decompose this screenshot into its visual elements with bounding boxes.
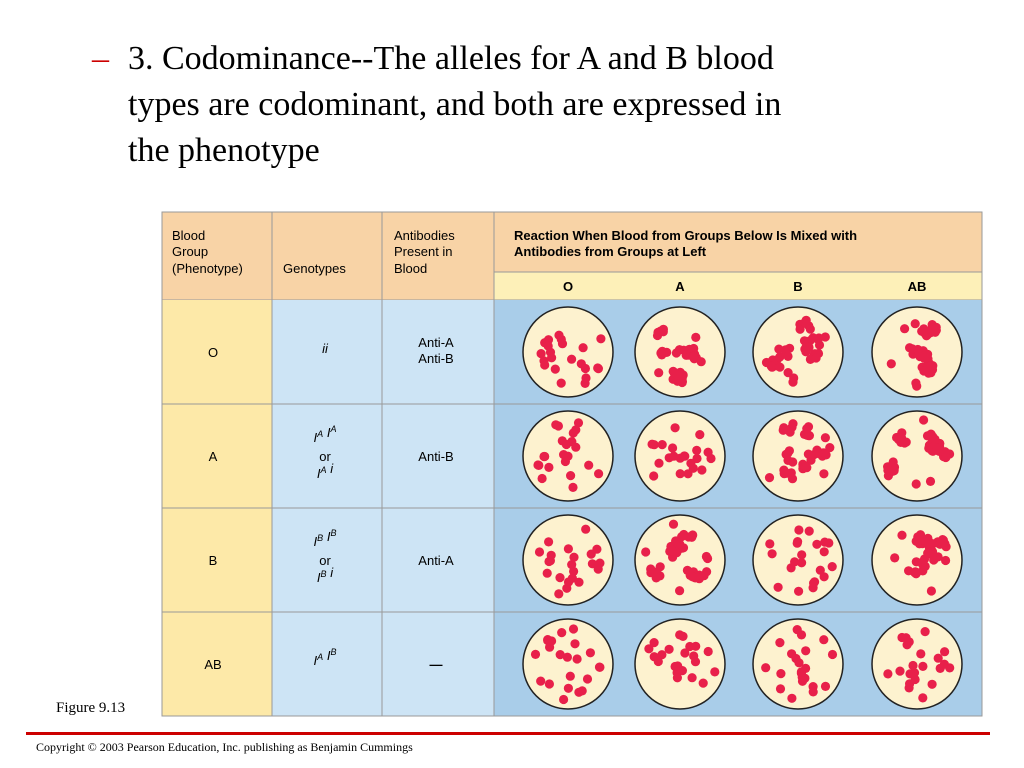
genotype-cell: $I^A$ $I^B$	[313, 647, 337, 668]
red-blood-cell	[692, 454, 701, 463]
red-blood-cell	[813, 449, 822, 458]
red-blood-cell	[776, 684, 785, 693]
red-blood-cell	[706, 454, 715, 463]
red-blood-cell	[544, 341, 553, 350]
red-blood-cell	[562, 584, 571, 593]
red-blood-cell	[573, 654, 582, 663]
agglutinated-cell	[912, 568, 921, 577]
red-blood-cell	[911, 319, 920, 328]
agglutinated-cell	[897, 433, 906, 442]
red-blood-cell	[544, 463, 553, 472]
red-blood-cell	[540, 360, 549, 369]
red-blood-cell	[547, 551, 556, 560]
red-blood-cell	[669, 520, 678, 529]
copyright-text: Copyright © 2003 Pearson Education, Inc. publishing as Benjamin Cummings	[36, 740, 413, 754]
agglutinated-cell	[812, 353, 821, 362]
red-blood-cell	[559, 695, 568, 704]
agglutinated-cell	[931, 328, 940, 337]
bullet-line-1: 3. Codominance--The alleles for A and B blood	[128, 40, 774, 77]
red-blood-cell	[820, 547, 829, 556]
red-blood-cell	[557, 628, 566, 637]
red-blood-cell	[551, 365, 560, 374]
agglutinated-cell	[689, 353, 698, 362]
antibody-cell-2: Anti-B	[418, 351, 454, 366]
agglutinated-cell	[679, 530, 688, 539]
red-blood-cell	[918, 693, 927, 702]
red-blood-cell	[775, 638, 784, 647]
red-blood-cell	[567, 437, 576, 446]
red-blood-cell	[699, 679, 708, 688]
genotype-or: or	[319, 449, 331, 464]
red-blood-cell	[801, 646, 810, 655]
reaction-well	[523, 307, 613, 397]
red-blood-cell	[802, 316, 811, 325]
header-phenotype: (Phenotype)	[172, 261, 243, 276]
bullet-line-2: types are codominant, and both are expressed in	[128, 86, 782, 123]
red-blood-cell	[765, 539, 774, 548]
red-blood-cell	[570, 639, 579, 648]
red-blood-cell	[547, 636, 556, 645]
reaction-col-ab: AB	[907, 279, 927, 294]
agglutinated-cell	[929, 555, 938, 564]
agglutinated-cell	[802, 463, 811, 472]
red-blood-cell	[926, 477, 935, 486]
red-blood-cell	[586, 648, 595, 657]
red-blood-cell	[895, 667, 904, 676]
red-blood-cell	[794, 587, 803, 596]
red-blood-cell	[594, 565, 603, 574]
red-blood-cell	[809, 579, 818, 588]
red-blood-cell	[911, 379, 920, 388]
red-blood-cell	[812, 540, 821, 549]
red-blood-cell	[654, 368, 663, 377]
red-blood-cell	[942, 542, 951, 551]
red-blood-cell	[581, 364, 590, 373]
red-blood-cell	[828, 562, 837, 571]
red-blood-cell	[905, 683, 914, 692]
red-blood-cell	[536, 677, 545, 686]
agglutinated-cell	[782, 450, 791, 459]
red-blood-cell	[905, 669, 914, 678]
red-blood-cell	[587, 550, 596, 559]
red-blood-cell	[776, 669, 785, 678]
agglutinated-cell	[646, 564, 655, 573]
reaction-col-b: B	[793, 279, 803, 294]
red-blood-cell	[819, 469, 828, 478]
red-blood-cell	[928, 680, 937, 689]
agglutinated-cell	[919, 366, 928, 375]
red-blood-cell	[649, 471, 658, 480]
red-blood-cell	[557, 379, 566, 388]
agglutinated-cell	[934, 444, 943, 453]
red-blood-cell	[816, 566, 825, 575]
red-blood-cell	[564, 544, 573, 553]
header-blood-2: Blood	[394, 261, 428, 276]
red-blood-cell	[821, 682, 830, 691]
agglutinated-cell	[905, 343, 914, 352]
header-group: Group	[172, 244, 209, 259]
red-blood-cell	[555, 573, 564, 582]
agglutinated-cell	[767, 362, 776, 371]
red-blood-cell	[828, 650, 837, 659]
antibody-cell: —	[429, 657, 443, 672]
red-blood-cell	[912, 479, 921, 488]
red-blood-cell	[571, 425, 580, 434]
red-blood-cell	[689, 651, 698, 660]
bullet-dash: –	[92, 40, 109, 77]
red-blood-cell	[688, 673, 697, 682]
red-blood-cell	[680, 451, 689, 460]
red-blood-cell	[936, 664, 945, 673]
red-blood-cell	[594, 469, 603, 478]
red-blood-cell	[710, 667, 719, 676]
agglutinated-cell	[825, 443, 834, 452]
red-blood-cell	[653, 331, 662, 340]
genotype-cell-alt: $I^B$ i	[316, 565, 334, 585]
red-blood-cell	[819, 635, 828, 644]
red-blood-cell	[890, 553, 899, 562]
red-blood-cell	[574, 578, 583, 587]
red-blood-cell	[774, 583, 783, 592]
agglutinated-cell	[801, 347, 810, 356]
reaction-col-o: O	[562, 279, 574, 294]
red-blood-cell	[765, 473, 774, 482]
red-blood-cell	[539, 452, 548, 461]
agglutinated-cell	[912, 557, 921, 566]
header-blood: Blood	[172, 228, 206, 243]
red-blood-cell	[790, 557, 799, 566]
red-blood-cell	[809, 687, 818, 696]
red-blood-cell	[761, 663, 770, 672]
red-blood-cell	[584, 461, 593, 470]
red-blood-cell	[897, 531, 906, 540]
red-blood-cell	[595, 663, 604, 672]
red-blood-cell	[675, 586, 684, 595]
red-blood-cell	[578, 686, 587, 695]
red-blood-cell	[545, 679, 554, 688]
red-blood-cell	[784, 368, 793, 377]
red-blood-cell	[883, 669, 892, 678]
red-blood-cell	[797, 630, 806, 639]
agglutinated-cell	[656, 562, 665, 571]
red-blood-cell	[538, 474, 547, 483]
red-blood-cell	[583, 674, 592, 683]
red-blood-cell	[919, 415, 928, 424]
red-blood-cell	[669, 367, 678, 376]
red-blood-cell	[671, 423, 680, 432]
red-blood-cell	[788, 378, 797, 387]
antibody-cell: Anti-A	[418, 553, 454, 568]
red-blood-cell	[554, 589, 563, 598]
red-blood-cell	[692, 446, 701, 455]
footer-rule	[26, 732, 990, 735]
red-blood-cell	[566, 672, 575, 681]
red-blood-cell	[559, 450, 568, 459]
red-blood-cell	[908, 661, 917, 670]
red-blood-cell	[797, 669, 806, 678]
red-blood-cell	[531, 650, 540, 659]
red-blood-cell	[934, 654, 943, 663]
red-blood-cell	[596, 334, 605, 343]
red-blood-cell	[678, 632, 687, 641]
red-blood-cell	[568, 483, 577, 492]
red-blood-cell	[668, 443, 677, 452]
genotype-cell: $I^A$ $I^A$	[313, 424, 337, 445]
red-blood-cell	[805, 527, 814, 536]
agglutinated-cell	[915, 352, 924, 361]
genotype-cell: ii	[322, 341, 328, 356]
red-blood-cell	[544, 537, 553, 546]
red-blood-cell	[794, 525, 803, 534]
red-blood-cell	[900, 324, 909, 333]
header-reaction-line2: Antibodies from Groups at Left	[514, 244, 707, 259]
red-blood-cell	[820, 538, 829, 547]
phenotype-cell: O	[207, 345, 219, 360]
red-blood-cell	[921, 627, 930, 636]
red-blood-cell	[927, 586, 936, 595]
red-blood-cell	[551, 420, 560, 429]
red-blood-cell	[554, 331, 563, 340]
red-blood-cell	[691, 642, 700, 651]
red-blood-cell	[887, 359, 896, 368]
agglutinated-cell	[779, 423, 788, 432]
genotype-or: or	[319, 553, 331, 568]
genotype-cell: $I^B$ $I^B$	[313, 528, 337, 549]
agglutinated-cell	[667, 545, 676, 554]
red-blood-cell	[669, 452, 678, 461]
agglutinated-cell	[774, 345, 783, 354]
red-blood-cell	[885, 466, 894, 475]
antibody-cell: Anti-B	[418, 449, 454, 464]
header-genotypes: Genotypes	[283, 261, 346, 276]
red-blood-cell	[678, 666, 687, 675]
red-blood-cell	[534, 461, 543, 470]
red-blood-cell	[564, 684, 573, 693]
header-present-in: Present in	[394, 244, 453, 259]
red-blood-cell	[797, 550, 806, 559]
red-blood-cell	[793, 539, 802, 548]
red-blood-cell	[594, 364, 603, 373]
figure-label: Figure 9.13	[56, 700, 126, 716]
red-blood-cell	[768, 549, 777, 558]
red-blood-cell	[788, 419, 797, 428]
red-blood-cell	[905, 637, 914, 646]
red-blood-cell	[543, 569, 552, 578]
red-blood-cell	[787, 694, 796, 703]
phenotype-cell: AB	[204, 657, 222, 672]
red-blood-cell	[654, 459, 663, 468]
red-blood-cell	[547, 353, 556, 362]
red-blood-cell	[641, 547, 650, 556]
phenotype-cell: A	[208, 449, 218, 464]
red-blood-cell	[704, 647, 713, 656]
red-blood-cell	[697, 465, 706, 474]
red-blood-cell	[703, 554, 712, 563]
red-blood-cell	[581, 525, 590, 534]
red-blood-cell	[567, 560, 576, 569]
red-blood-cell	[794, 658, 803, 667]
red-blood-cell	[941, 556, 950, 565]
red-blood-cell	[695, 430, 704, 439]
red-blood-cell	[691, 333, 700, 342]
agglutinated-cell	[782, 469, 791, 478]
agglutinated-cell	[802, 431, 811, 440]
red-blood-cell	[579, 343, 588, 352]
antibody-cell: Anti-A	[418, 335, 454, 350]
agglutinated-cell	[783, 352, 792, 361]
red-blood-cell	[945, 663, 954, 672]
red-blood-cell	[535, 547, 544, 556]
header-antibodies: Antibodies	[394, 228, 455, 243]
red-blood-cell	[567, 355, 576, 364]
red-blood-cell	[650, 638, 659, 647]
agglutinated-cell	[921, 562, 930, 571]
phenotype-cell: B	[208, 553, 218, 568]
red-blood-cell	[689, 464, 698, 473]
bullet-line-3: the phenotype	[128, 132, 320, 169]
red-blood-cell	[648, 440, 657, 449]
header-reaction-line1: Reaction When Blood from Groups Below Is Mixed with	[514, 228, 858, 243]
genotype-cell-alt: $I^A$ i	[316, 461, 334, 481]
red-blood-cell	[566, 471, 575, 480]
red-blood-cell	[569, 624, 578, 633]
reaction-col-a: A	[675, 279, 685, 294]
agglutinated-cell	[775, 363, 784, 372]
agglutinated-cell	[657, 350, 666, 359]
red-blood-cell	[697, 357, 706, 366]
agglutinated-cell	[928, 539, 937, 548]
red-blood-cell	[918, 662, 927, 671]
red-blood-cell	[654, 657, 663, 666]
red-blood-cell	[821, 332, 830, 341]
agglutinated-cell	[688, 572, 697, 581]
red-blood-cell	[556, 650, 565, 659]
red-blood-cell	[821, 433, 830, 442]
red-blood-cell	[916, 649, 925, 658]
red-blood-cell	[581, 373, 590, 382]
red-blood-cell	[658, 440, 667, 449]
